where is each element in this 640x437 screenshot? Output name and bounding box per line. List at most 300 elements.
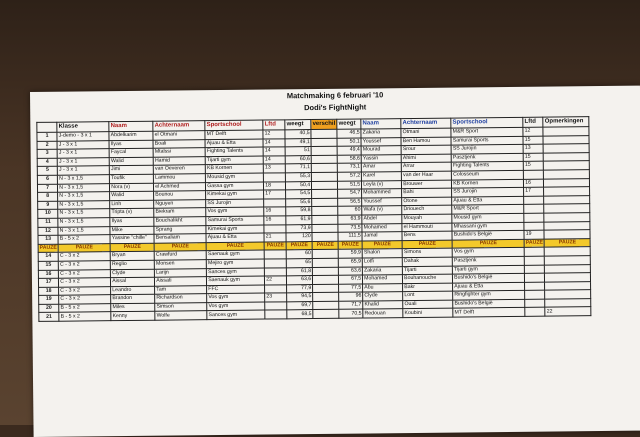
table-cell: Srour — [401, 145, 451, 154]
table-cell: Abdel — [362, 215, 402, 224]
table-cell — [312, 232, 338, 241]
table-cell: PAUZE — [362, 240, 402, 249]
table-cell: 15 — [523, 136, 543, 145]
table-cell: Wolfe — [155, 311, 207, 320]
table-cell: 71,1 — [285, 164, 311, 173]
table-cell: Larijn — [155, 268, 207, 277]
table-cell: 11 — [38, 218, 58, 227]
table-cell: Crawfurd — [154, 251, 206, 260]
table-cell — [313, 310, 339, 319]
table-cell: Miles — [111, 303, 155, 312]
table-cell — [524, 213, 544, 222]
table-cell: Walid — [110, 191, 154, 200]
table-cell — [312, 172, 338, 181]
table-cell: 12 — [523, 127, 543, 136]
table-cell: Leandro — [111, 286, 155, 295]
column-header: Naam — [361, 119, 401, 129]
table-cell: Simson — [155, 303, 207, 312]
table-cell: Mouyah — [402, 214, 452, 223]
table-cell: J-demo - 3 x 1 — [57, 132, 109, 141]
table-cell: Ouali — [403, 300, 453, 309]
table-cell: 56,5 — [338, 198, 362, 207]
table-cell: 1 — [37, 132, 57, 141]
table-cell: 54,5 — [286, 190, 312, 199]
document-subtitle: Dodi's FightNight — [304, 102, 367, 113]
table-cell — [265, 310, 287, 319]
table-cell: 20 — [39, 304, 59, 313]
table-cell: 73,9 — [286, 224, 312, 233]
table-cell: PAUZE — [452, 239, 524, 248]
table-cell: B - 5 x 2 — [59, 304, 111, 313]
table-cell: 94,5 — [287, 293, 313, 302]
table-cell: Ajuau & Etta — [452, 196, 524, 205]
table-cell: 3 — [37, 149, 57, 158]
table-cell: Youssef — [361, 137, 401, 146]
table-cell: J - 3 x 1 — [57, 140, 109, 149]
table-cell: 73,5 — [338, 224, 362, 233]
table-cell: N - 3 x 1,5 — [58, 192, 110, 201]
table-cell: J - 3 x 1 — [57, 166, 109, 175]
table-cell — [313, 275, 339, 284]
table-cell: SS Jurojin — [452, 187, 524, 196]
table-cell: Youssef — [362, 197, 402, 206]
table-cell: 18 — [39, 287, 59, 296]
table-cell: Reglio — [110, 260, 154, 269]
table-cell: Mtalssi — [153, 148, 205, 157]
table-cell: Vos gym — [206, 207, 264, 216]
table-cell: 12 — [38, 227, 58, 236]
table-cell: Amar — [361, 163, 401, 172]
table-cell: C - 3 x 2 — [59, 278, 111, 287]
table-cell: FFC — [207, 285, 265, 294]
table-cell: 60 — [286, 250, 312, 259]
table-cell: SS Jurojin — [206, 199, 264, 208]
table-cell: Monsen — [154, 260, 206, 269]
table-cell — [525, 273, 545, 282]
table-cell: N - 3 x 1,5 — [58, 209, 110, 218]
table-cell: Sances gym — [207, 311, 265, 320]
table-cell: Simons — [402, 248, 452, 257]
table-cell: Nora (v) — [110, 183, 154, 192]
table-cell — [524, 196, 544, 205]
table-cell: C - 3 x 2 — [59, 269, 111, 278]
table-cell — [525, 290, 545, 299]
table-cell: Mike — [110, 226, 154, 235]
table-cell: Ilyas — [110, 217, 154, 226]
table-cell: Lont — [403, 291, 453, 300]
table-cell: 9 — [38, 201, 58, 210]
table-cell: N - 3 x 1,5 — [58, 218, 110, 227]
column-header — [37, 122, 57, 132]
table-cell — [313, 301, 339, 310]
matchmaking-table — [36, 116, 591, 322]
table-cell: 60,6 — [285, 155, 311, 164]
column-header: Achternaam — [401, 118, 451, 129]
table-cell: Driouech — [402, 205, 452, 214]
table-cell: Colosseum — [452, 170, 524, 179]
table-cell: 19 — [524, 230, 544, 239]
table-cell: 55,6 — [286, 198, 312, 207]
table-cell: Redouan — [363, 309, 403, 318]
table-cell: 73,1 — [337, 163, 361, 172]
table-cell: PAUZE — [544, 238, 590, 247]
table-cell: Karel — [362, 172, 402, 181]
table-cell: Bensaliam — [154, 234, 206, 243]
table-cell: 4 — [37, 158, 57, 167]
table-cell: Clyde — [111, 269, 155, 278]
table-cell: Leyla (v) — [362, 180, 402, 189]
table-cell: Zakaria — [361, 129, 401, 138]
table-cell: Toufik — [110, 174, 154, 183]
table-cell: Vos gym — [207, 302, 265, 311]
table-cell: Yassine "chille" — [110, 234, 154, 243]
table-cell: PAUZE — [264, 242, 286, 251]
column-header: Naam — [109, 121, 153, 131]
table-cell: 120 — [286, 233, 312, 242]
table-cell: 46,5 — [337, 129, 361, 138]
table-cell: 50,4 — [286, 181, 312, 190]
table-cell: B - 5 x 2 — [59, 312, 111, 321]
table-cell: 16 — [38, 270, 58, 279]
table-cell: Pasztjenk — [452, 256, 524, 265]
table-cell — [312, 250, 338, 259]
column-header: Klasse — [57, 122, 109, 133]
table-cell: N - 3 x 1,5 — [58, 183, 110, 192]
table-cell — [525, 308, 545, 317]
table-cell: Samurai Sports — [206, 216, 264, 225]
table-cell: Kimekai gym — [206, 190, 264, 199]
table-cell: 6 — [37, 175, 57, 184]
table-cell: 7 — [37, 184, 57, 193]
table-cell: N - 3 x 1,5 — [58, 175, 110, 184]
table-cell: Khalid — [363, 300, 403, 309]
table-cell: M&R Sport — [451, 127, 523, 136]
table-cell: Bouhanouche — [403, 274, 453, 283]
table-cell: Mhassani gym — [452, 222, 524, 231]
table-cell: Wafa (v) — [362, 206, 402, 215]
table-cell: Mourad — [361, 146, 401, 155]
table-cell: 13 — [523, 144, 543, 153]
table-cell: Arrar — [401, 162, 451, 171]
table-cell: PAUZE — [58, 243, 110, 252]
table-cell: Vos gym — [452, 248, 524, 257]
table-cell: Bushido's België — [453, 273, 525, 282]
table-cell — [312, 198, 338, 207]
table-cell: Gassa gym — [206, 182, 264, 191]
table-cell: 2 — [37, 141, 57, 150]
table-cell: 14 — [263, 147, 285, 156]
table-cell: 23 — [265, 293, 287, 302]
table-cell: Sances gym — [207, 268, 265, 277]
table-cell: PAUZE — [524, 239, 544, 248]
table-cell: 13 — [263, 164, 285, 173]
table-cell: 17 — [38, 278, 58, 287]
table-cell: Hamid — [153, 156, 205, 165]
table-cell: Mohamed — [362, 223, 402, 232]
table-cell — [312, 258, 338, 267]
table-cell: 22 — [265, 276, 287, 285]
table-cell: Fighting Talents — [205, 147, 263, 156]
table-cell: 21 — [39, 313, 59, 322]
table-cell — [311, 164, 337, 173]
table-cell: Clyde — [363, 292, 403, 301]
table-cell: Saenauk gym — [207, 276, 265, 285]
document-title: Matchmaking 6 februari '10 — [286, 90, 384, 101]
table-cell: KB Kornen — [205, 164, 263, 173]
paper-sheet — [30, 86, 640, 437]
table-cell: MT Delft — [205, 130, 263, 139]
table-cell: PAUZE — [312, 241, 338, 250]
table-cell — [524, 256, 544, 265]
table-cell: Kenny — [111, 312, 155, 321]
table-cell: Walid — [109, 157, 153, 166]
table-cell: 61,9 — [286, 215, 312, 224]
table-cell: C - 3 x 2 — [59, 286, 111, 295]
table-cell — [312, 181, 338, 190]
table-cell: Ajuau & Etta — [453, 282, 525, 291]
table-cell: Aissal — [111, 277, 155, 286]
table-cell: PAUZE — [338, 241, 362, 250]
table-cell: Shalon — [362, 249, 402, 258]
table-cell: Jamal — [362, 232, 402, 241]
table-cell: Bushido's België — [452, 230, 524, 239]
column-header: verschil — [311, 119, 337, 129]
table-cell: 63,6 — [287, 276, 313, 285]
table-cell: Saenauk gym — [206, 250, 264, 259]
table-cell: C - 3 x 2 — [58, 252, 110, 261]
table-cell: Faycal — [109, 148, 153, 157]
table-cell: 59,9 — [338, 249, 362, 258]
table-cell: Lotfi — [362, 258, 402, 267]
table-cell: 54,7 — [338, 189, 362, 198]
table-cell — [312, 215, 338, 224]
table-cell: 71,7 — [339, 301, 363, 310]
table-cell: 58,6 — [337, 155, 361, 164]
table-cell: B - 5 x 2 — [58, 235, 110, 244]
table-cell: 21 — [264, 233, 286, 242]
table-cell: Ajuau & Etta — [206, 233, 264, 242]
table-cell: 15 — [523, 161, 543, 170]
table-cell: Brandon — [111, 294, 155, 303]
table-cell: Otmani — [401, 128, 451, 137]
table-cell: PAUZE — [286, 241, 312, 250]
table-cell: 5 — [37, 167, 57, 176]
table-cell: el Hammouti — [402, 223, 452, 232]
table-cell: 57,2 — [338, 172, 362, 181]
table-cell: 77,5 — [339, 284, 363, 293]
table-cell: 14 — [263, 156, 285, 165]
column-header: Opmerkingen — [543, 117, 589, 127]
table-cell: Mohammed — [362, 189, 402, 198]
table-cell: Mohamed — [363, 275, 403, 284]
table-cell: Tam — [155, 285, 207, 294]
table-cell: Bouchalikht — [154, 217, 206, 226]
table-cell: 19 — [39, 295, 59, 304]
table-cell: KB Kornen — [452, 179, 524, 188]
table-cell — [265, 285, 287, 294]
table-cell: 77,9 — [287, 284, 313, 293]
table-cell: Bryan — [110, 252, 154, 261]
table-cell — [311, 129, 337, 138]
table-cell: PAUZE — [110, 243, 154, 252]
table-cell: Zakaria — [363, 266, 403, 275]
table-cell: 59,8 — [286, 207, 312, 216]
table-cell: Sprang — [154, 225, 206, 234]
table-cell — [264, 224, 286, 233]
table-cell: 14 — [263, 138, 285, 147]
table-cell — [264, 259, 286, 268]
table-cell: SS Jurojin — [451, 145, 523, 154]
table-cell: 60 — [338, 206, 362, 215]
table-cell: 10 — [38, 210, 58, 219]
table-cell: Tijarti — [403, 266, 453, 275]
table-cell: el Achmed — [154, 182, 206, 191]
table-cell: Bahi — [402, 188, 452, 197]
table-cell — [313, 284, 339, 293]
table-cell: 16 — [264, 216, 286, 225]
table-cell: Richardson — [155, 294, 207, 303]
table-cell: 18 — [264, 181, 286, 190]
table-cell — [311, 138, 337, 147]
table-cell — [264, 173, 286, 182]
table-cell: PAUZE — [402, 240, 452, 249]
table-cell: Bounou — [154, 191, 206, 200]
table-cell — [312, 189, 338, 198]
table-cell: PAUZE — [38, 244, 58, 253]
table-cell: 63,9 — [338, 215, 362, 224]
table-cell: MT Delft — [453, 308, 525, 317]
column-header: weegt — [337, 119, 361, 129]
table-cell: Bens — [402, 231, 452, 240]
table-cell: 22 — [545, 307, 591, 316]
table-cell: 63,6 — [339, 267, 363, 276]
table-cell — [525, 282, 545, 291]
table-cell — [311, 146, 337, 155]
table-cell: Ben Hamou — [401, 137, 451, 146]
table-cell: Yassin — [361, 154, 401, 163]
table-cell — [524, 247, 544, 256]
table-cell: Pasztjenk — [451, 153, 523, 162]
table-cell: 50,1 — [337, 138, 361, 147]
table-cell: 15 — [38, 261, 58, 270]
table-cell: Abu — [363, 283, 403, 292]
table-cell: 55,3 — [286, 173, 312, 182]
table-cell: Ringfighter gym — [453, 291, 525, 300]
table-cell: 96 — [339, 292, 363, 301]
table-cell: 70,5 — [339, 309, 363, 318]
table-cell: Nguyen — [154, 199, 206, 208]
column-header: Lftd — [523, 117, 543, 127]
table-cell: N - 3 x 1,5 — [58, 200, 110, 209]
table-cell — [313, 267, 339, 276]
table-cell: Bakr — [403, 283, 453, 292]
table-cell — [311, 155, 337, 164]
table-cell — [524, 170, 544, 179]
table-cell — [312, 224, 338, 233]
table-cell: Aissati — [155, 277, 207, 286]
table-cell — [312, 207, 338, 216]
table-cell — [524, 204, 544, 213]
table-cell: 69,7 — [287, 301, 313, 310]
table-cell: Samurai Sports — [451, 136, 523, 145]
table-cell: J - 3 x 1 — [57, 157, 109, 166]
table-cell: 51,5 — [338, 181, 362, 190]
column-header: Sportschool — [451, 117, 523, 128]
column-header: Achternaam — [153, 121, 205, 132]
table-cell — [264, 250, 286, 259]
table-cell: van Oeveren — [153, 165, 205, 174]
table-cell: Otone — [402, 197, 452, 206]
table-cell: 17 — [264, 190, 286, 199]
table-cell: N - 3 x 1,5 — [58, 226, 110, 235]
table-cell: Mousid gym — [452, 213, 524, 222]
table-cell: 17 — [524, 187, 544, 196]
table-cell: 12 — [263, 130, 285, 139]
table-cell: Bushido's België — [453, 299, 525, 308]
table-cell: 68,5 — [287, 310, 313, 319]
table-cell: C - 3 x 2 — [58, 261, 110, 270]
column-header: Sportschool — [205, 120, 263, 131]
table-cell: 15 — [523, 153, 543, 162]
table-cell: J - 3 x 1 — [57, 149, 109, 158]
table-cell: Lammou — [154, 174, 206, 183]
table-cell — [524, 222, 544, 231]
table-cell: Boali — [153, 139, 205, 148]
table-cell: 13 — [38, 235, 58, 244]
table-cell: Kimekai gym — [206, 225, 264, 234]
table-cell: Linh — [110, 200, 154, 209]
table-cell — [265, 302, 287, 311]
table-cell: 67,5 — [339, 275, 363, 284]
table-cell: 8 — [38, 192, 58, 201]
table-cell: Ahimi — [401, 154, 451, 163]
table-cell: PAUZE — [154, 242, 206, 251]
table-cell: van der Haar — [402, 171, 452, 180]
table-cell: 65,9 — [338, 258, 362, 267]
table-cell: 49,4 — [337, 146, 361, 155]
table-cell: Ajuau & Etta — [205, 139, 263, 148]
table-cell: Tijarti gym — [453, 265, 525, 274]
table-cell: Koubini — [403, 309, 453, 318]
table-cell: M&R Sport — [452, 205, 524, 214]
column-header: Lftd — [263, 120, 285, 130]
table-cell: 14 — [38, 253, 58, 262]
table-cell — [525, 265, 545, 274]
table-cell — [525, 299, 545, 308]
column-header: weegt — [285, 120, 311, 130]
table-cell: 111,5 — [338, 232, 362, 241]
table-cell: Fighting Talents — [451, 162, 523, 171]
table-cell: Vos gym — [207, 293, 265, 302]
table-cell: Tijarti gym — [205, 156, 263, 165]
table-cell: Dahak — [402, 257, 452, 266]
table-cell — [265, 267, 287, 276]
table-cell: 51 — [285, 147, 311, 156]
table-cell: PAUZE — [206, 242, 264, 251]
table-cell: Tripta (v) — [110, 209, 154, 218]
table-cell: Abdelkarim — [109, 131, 153, 140]
table-cell: 49,1 — [285, 138, 311, 147]
table-cell: Mousid gym — [206, 173, 264, 182]
table-cell: C - 3 x 2 — [59, 295, 111, 304]
table-cell: el Otmani — [153, 131, 205, 140]
table-cell: Brouwer — [402, 180, 452, 189]
table-cell: Mejiro gym — [206, 259, 264, 268]
table-cell: 61,8 — [287, 267, 313, 276]
table-cell — [264, 199, 286, 208]
table-cell: Biekram — [154, 208, 206, 217]
table-cell: 65 — [286, 258, 312, 267]
